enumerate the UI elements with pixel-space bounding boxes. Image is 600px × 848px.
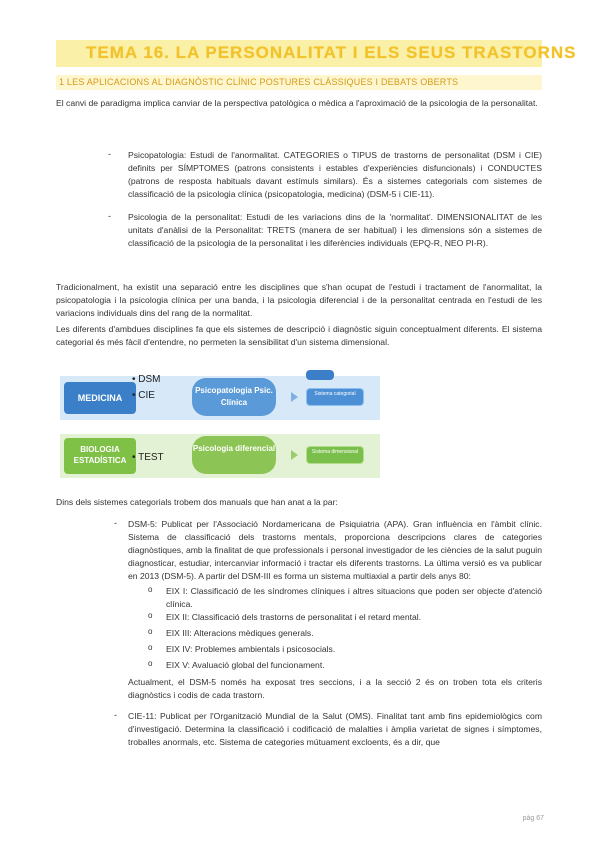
axis-4: EIX IV: Problemes ambientals i psicosocials. xyxy=(166,644,336,654)
bullet-dash: - xyxy=(114,710,117,720)
arrow-right-icon xyxy=(291,392,298,402)
arrow-right-icon xyxy=(291,450,298,460)
list-bottom xyxy=(132,450,164,466)
intro-paragraph: El canvi de paradigma implica canviar de la perspectiva patològica o mèdica a l'aproximació de la psicologia de la personalitat. xyxy=(56,98,538,108)
axis-3: EIX III: Alteracions mèdiques generals. xyxy=(166,628,314,638)
title-band xyxy=(56,40,577,67)
paragraph-manuals: Dins dels sistemes categorials trobem dos manuals que han anat a la par: xyxy=(56,497,338,507)
psicologia-diferencial-box: Psicologia diferencial xyxy=(192,436,276,474)
list-item-dsm: • DSM xyxy=(132,374,161,385)
list-item-cie: • CIE xyxy=(132,390,155,401)
psicopatologia-box: Psicopatologia Psic. Clínica xyxy=(192,378,276,416)
list-item-test: • TEST xyxy=(132,452,164,463)
circle-bullet-icon: o xyxy=(148,659,153,668)
biologia-box: BIOLOGIA ESTADÍSTICA xyxy=(64,438,136,474)
bullet-dash: - xyxy=(108,149,111,159)
circle-bullet-icon: o xyxy=(148,643,153,652)
dsm-after-paragraph: Actualment, el DSM-5 només ha exposat tres seccions, i a la secció 2 és on troben tota els criteris diagnòstics i codis de cada trastorn. xyxy=(128,677,542,700)
sistema-dimensional-box: Sistema dimensional xyxy=(306,446,364,464)
page-number: pàg 67 xyxy=(522,815,544,822)
systems-diagram xyxy=(56,368,386,486)
cie-paragraph: CIE-11: Publicat per l'Organització Mundial de la Salut (OMS). Finalitat tant amb fins epidemiològics com d'investigació. Determina la classificació i codificació de malalties i àmplia varietat de signes i símptomes, troballes anormals, etc. Sistema de categories mútuament excloents, és a dir, que xyxy=(128,711,542,747)
list-top xyxy=(132,372,161,404)
paragraph-tradition: Tradicionalment, ha existit una separació entre les disciplines que s'han ocupat de l'estudi i tractament de l'anormalitat, la psicopatologia i la psicologia clínica per una banda, i la psicologia diferencial i de la personalitat centrada en l'estudi de les variacions individuals dins del rang de la normalitat. xyxy=(56,282,542,318)
axis-1: EIX I: Classificació de les síndromes clíniques i altres situacions que poden ser objecte d'atenció clínica. xyxy=(166,586,542,609)
page-title: TEMA 16. LA PERSONALITAT I ELS SEUS TRASTORNS xyxy=(86,43,577,62)
subtitle-band xyxy=(56,75,542,90)
circle-bullet-icon: o xyxy=(148,627,153,636)
bullet-dash: - xyxy=(108,211,111,221)
section-subtitle: 1 LES APLICACIONS AL DIAGNÒSTIC CLÍNIC POSTURES CLÀSSIQUES I DEBATS OBERTS xyxy=(59,77,459,87)
bullet-psicopatologia: Psicopatologia: Estudi de l'anormalitat. CATEGORIES o TIPUS de trastorns de personalitat (DSM i CIE) definits per SÍMPTOMES (patrons consistents i estables d'experiències disfuncionals) i CONDUCTES (patrons de resposta habituals davant estímuls similars). És a sistemes categorials com sistemes de classificació de la psicologia clínica (psicopatologia, medicina) (DSM-5 i CIE-11). xyxy=(128,150,542,199)
sistema-categorial-box: Sistema categorial xyxy=(306,388,364,406)
bullet-psicologia: Psicologia de la personalitat: Estudi de les variacions dins de la 'normalitat'. DIMENSIONALITAT de les unitats d'anàlisi de la Personalitat: TRETS (manera de ser habitual) i les dimensions són a sistemes de classificació de la psicologia de la personalitat i les diferències individuals (EPQ-R, NEO PI-R). xyxy=(128,212,542,248)
bullet-dash: - xyxy=(114,518,117,528)
circle-bullet-icon: o xyxy=(148,611,153,620)
medicina-box: MEDICINA xyxy=(64,382,136,414)
circle-bullet-icon: o xyxy=(148,585,153,594)
axis-5: EIX V: Avaluació global del funcionament. xyxy=(166,660,325,670)
dsm-paragraph: DSM-5: Publicat per l'Associació Nordamericana de Psiquiatria (APA). Gran influència en l'àmbit clínic. Sistema de classificació dels trastorns mentals, proporciona descripcions clares de categories diagnòstiques, amb la finalitat de que professionals i personal investigador de les ciències de la salut puguin diagnosticar, estudiar, intercanviar informació i tractar els diferents trastorns. La última versió es va publicar en 2013 (DSM-5). A partir del DSM-III es forma un sistema multiaxial a partir dels anys 80: xyxy=(128,519,542,581)
decor-block xyxy=(306,370,334,380)
axis-2: EIX II: Classificació dels trastorns de personalitat i el retard mental. xyxy=(166,612,422,622)
paragraph-differences: Les diferents d'ambdues disciplines fa que els sistemes de descripció i diagnòstic siguin conceptualment diferents. El sistema categorial és més fàcil d'entendre, no permeten la sensibilitat d'un sistema dimensional. xyxy=(56,324,542,347)
